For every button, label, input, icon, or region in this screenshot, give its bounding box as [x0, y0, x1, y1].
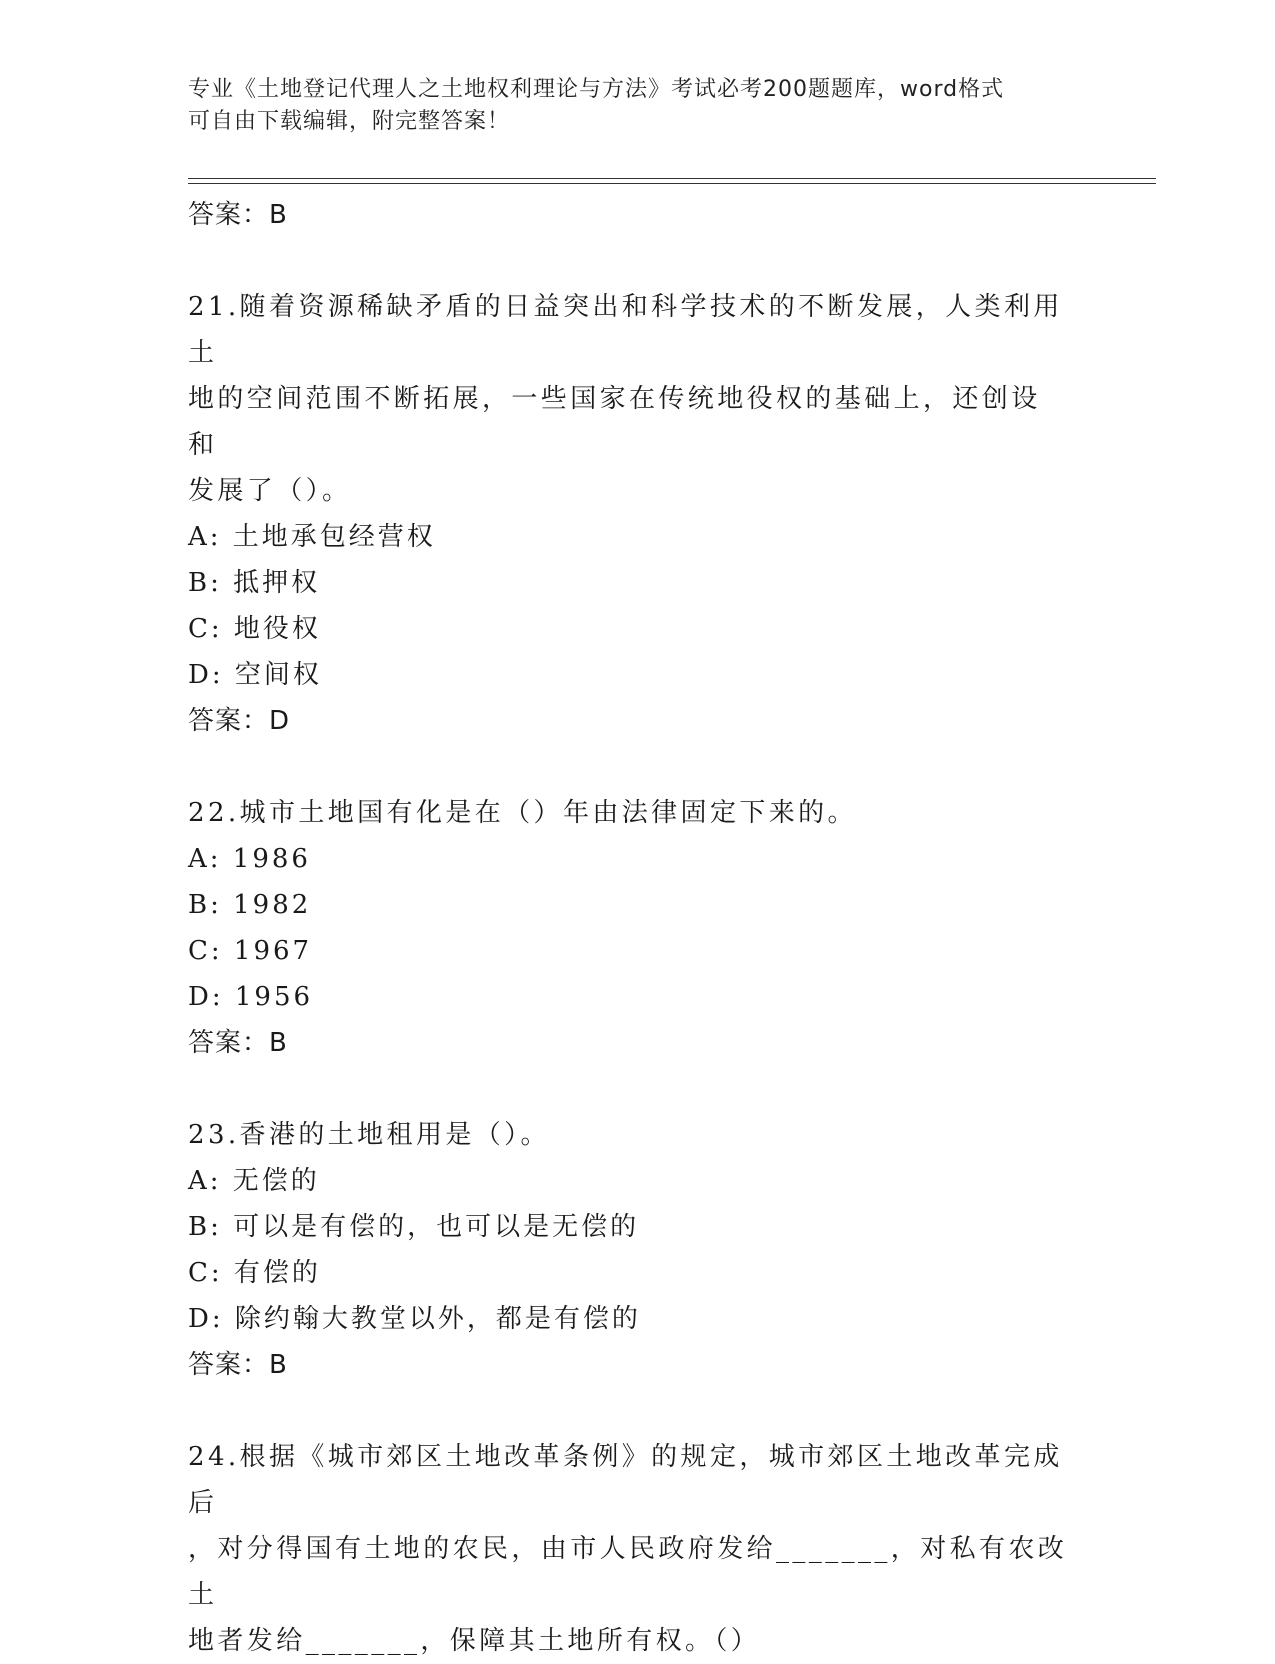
question-21-option-b: B: 抵押权 — [188, 568, 321, 598]
previous-answer: 答案：B — [188, 200, 288, 230]
question-21-option-d: D: 空间权 — [188, 660, 322, 690]
question-22-option-b: B: 1982 — [188, 890, 312, 920]
question-21-option-c: C: 地役权 — [188, 614, 321, 644]
question-21 — [188, 284, 1088, 744]
question-23-option-b: B: 可以是有偿的，也可以是无偿的 — [188, 1212, 640, 1242]
spacer — [188, 1066, 1088, 1112]
question-22-answer: 答案：B — [188, 1028, 288, 1058]
question-list — [188, 192, 1088, 1664]
question-23-option-d: D: 除约翰大教堂以外，都是有偿的 — [188, 1304, 641, 1334]
header-line-2: 可自由下载编辑，附完整答案！ — [188, 109, 511, 134]
question-24 — [188, 1434, 1088, 1664]
spacer — [188, 238, 1088, 284]
question-22-option-d: D: 1956 — [188, 982, 314, 1012]
question-23 — [188, 1112, 1088, 1388]
question-21-option-a: A: 土地承包经营权 — [188, 522, 436, 552]
page-header — [188, 74, 1068, 138]
question-21-line-3: 发展了（）。 — [188, 476, 352, 506]
question-23-answer: 答案：B — [188, 1350, 288, 1380]
spacer — [188, 744, 1088, 790]
question-23-option-c: C: 有偿的 — [188, 1258, 321, 1288]
question-24-line-1: 24.根据《城市郊区土地改革条例》的规定，城市郊区土地改革完成后 — [188, 1442, 1063, 1518]
question-24-line-3: 地者发给_______，保障其土地所有权。（） — [188, 1626, 761, 1656]
question-22-option-c: C: 1967 — [188, 936, 313, 966]
question-23-line-1: 23.香港的土地租用是（）。 — [188, 1120, 550, 1150]
header-line-1: 专业《土地登记代理人之土地权利理论与方法》考试必考200题题库，word格式 — [188, 77, 1005, 102]
question-23-option-a: A: 无偿的 — [188, 1166, 320, 1196]
question-21-answer: 答案：D — [188, 706, 291, 736]
header-divider-top — [188, 178, 1156, 179]
question-22 — [188, 790, 1088, 1066]
question-21-line-2: 地的空间范围不断拓展，一些国家在传统地役权的基础上，还创设和 — [188, 384, 1041, 460]
header-divider-bottom — [188, 183, 1156, 184]
question-22-line-1: 22.城市土地国有化是在（）年由法律固定下来的。 — [188, 798, 857, 828]
question-24-line-2: ，对分得国有土地的农民，由市人民政府发给_______，对私有农改土 — [188, 1534, 1068, 1610]
question-21-line-1: 21.随着资源稀缺矛盾的日益突出和科学技术的不断发展，人类利用土 — [188, 292, 1063, 368]
spacer — [188, 1388, 1088, 1434]
question-22-option-a: A: 1986 — [188, 844, 311, 874]
